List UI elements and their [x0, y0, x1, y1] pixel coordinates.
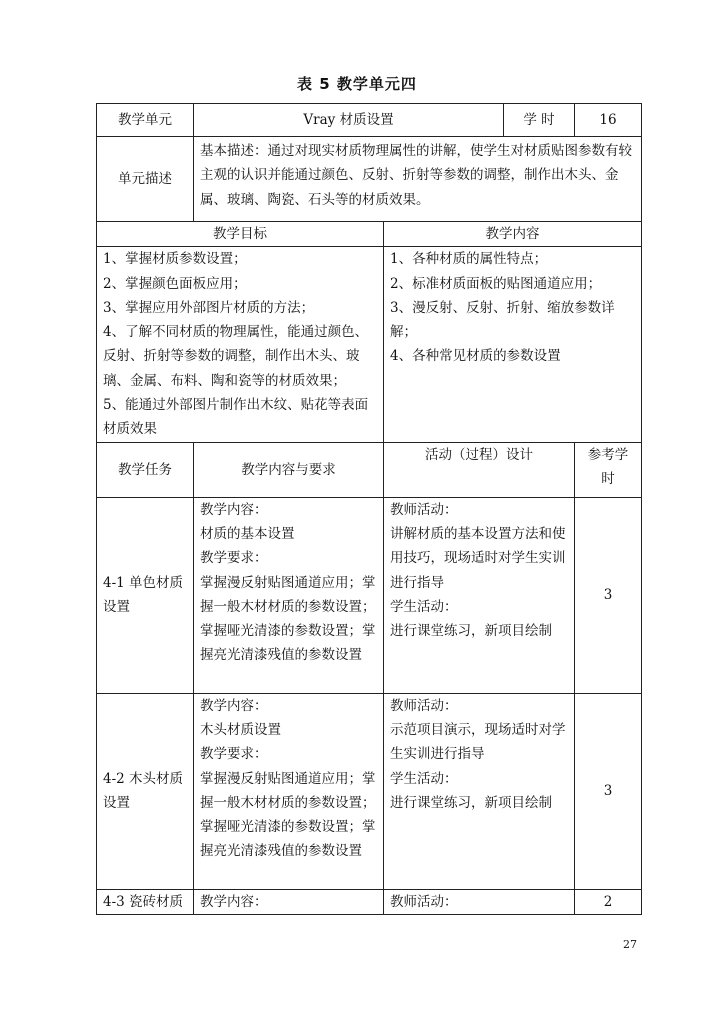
task-header: 教学任务 [97, 442, 194, 497]
hours-label: 学 时 [504, 104, 575, 137]
goals-header: 教学目标 [97, 222, 384, 247]
table-row [97, 497, 642, 693]
teaching-unit-table [96, 103, 642, 915]
req-header: 教学内容与要求 [194, 442, 384, 497]
desc-text: 基本描述：通过对现实材质物理属性的讲解，使学生对材质贴图参数有较主观的认识并能通过颜色、反射、折射等参数的调整，制作出木头、金属、玻璃、陶瓷、石头等的材质效果。 [194, 137, 642, 222]
table-title: 表 5 教学单元四 [297, 75, 417, 93]
task-activity: 教师活动： [384, 889, 575, 914]
table-row [97, 693, 642, 889]
hours-value: 16 [575, 104, 642, 137]
content-header: 教学内容 [384, 222, 642, 247]
ref-hours-header: 参考学时 [575, 442, 642, 497]
task-req: 教学内容： 材质的基本设置 教学要求： 掌握漫反射贴图通道应用；掌握一般木材材质的参数设置；掌握哑光清漆的参数设置；掌握亮光清漆残值的参数设置 [194, 497, 384, 693]
task-activity: 教师活动： 讲解材质的基本设置方法和使用技巧，现场适时对学生实训进行指导 学生活动： 进行课堂练习，新项目绘制 [384, 497, 575, 693]
desc-label: 单元描述 [97, 137, 194, 222]
task-header-row [97, 442, 642, 497]
task-hours: 3 [575, 693, 642, 889]
task-name: 4-2 木头材质设置 [97, 693, 194, 889]
table-row [97, 889, 642, 914]
task-hours: 2 [575, 889, 642, 914]
goals-text: 1、掌握材质参数设置； 2、掌握颜色面板应用； 3、掌握应用外部图片材质的方法； 4、了解不同材质的物理属性，能通过颜色、反射、折射等参数的调整，制作出木头、玻璃、金属、布料、陶和瓷等的材质效果； 5、能通过外部图片制作出木纹、贴花等表面材质效果 [97, 247, 384, 442]
content-text: 1、各种材质的属性特点； 2、标准材质面板的贴图通道应用； 3、漫反射、反射、折射、缩放参数详解； 4、各种常见材质的参数设置 [384, 247, 642, 442]
unit-row [97, 104, 642, 137]
task-activity: 教师活动： 示范项目演示，现场适时对学生实训进行指导 学生活动： 进行课堂练习，新项目绘制 [384, 693, 575, 889]
task-req: 教学内容： [194, 889, 384, 914]
task-name: 4-3 瓷砖材质 [97, 889, 194, 914]
goals-header-row [97, 222, 642, 247]
unit-name: Vray 材质设置 [194, 104, 504, 137]
task-hours: 3 [575, 497, 642, 693]
goals-row [97, 247, 642, 442]
unit-label: 教学单元 [97, 104, 194, 137]
desc-row [97, 137, 642, 222]
task-req: 教学内容： 木头材质设置 教学要求： 掌握漫反射贴图通道应用；掌握一般木材材质的参数设置；掌握哑光清漆的参数设置；掌握亮光清漆残值的参数设置 [194, 693, 384, 889]
activity-header: 活动（过程）设计 [384, 442, 575, 497]
task-name: 4-1 单色材质设置 [97, 497, 194, 693]
page-number: 27 [623, 938, 637, 951]
